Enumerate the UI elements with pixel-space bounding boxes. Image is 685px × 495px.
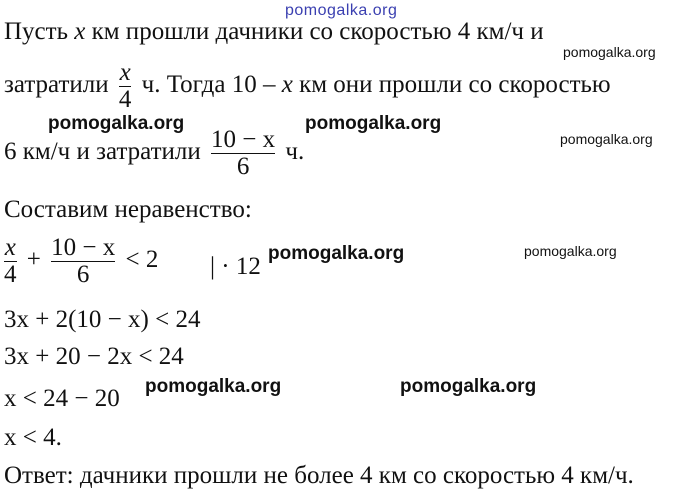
watermark: pomogalka.org — [268, 243, 405, 264]
line-7: 3x + 20 − 2x < 24 — [4, 343, 184, 370]
text: км они прошли со скоростью — [299, 71, 611, 99]
variable-x: x — [281, 71, 293, 99]
watermark: pomogalka.org — [48, 113, 185, 134]
watermark: pomogalka.org — [305, 113, 442, 134]
text: 6 км/ч и затратили — [4, 138, 201, 166]
line-3 — [4, 127, 304, 180]
fraction-x-over-4 — [119, 60, 132, 113]
line-6: 3x + 2(10 − x) < 24 — [4, 306, 201, 333]
fraction-10-minus-x-over-6 — [211, 127, 275, 180]
fraction-x-over-4 — [4, 235, 17, 288]
watermark: pomogalka.org — [400, 376, 537, 397]
line-9: x < 4. — [4, 424, 62, 451]
watermark: pomogalka.org — [524, 243, 617, 259]
watermark: pomogalka.org — [560, 131, 653, 147]
numerator: 10 − x — [51, 234, 116, 261]
numerator: x — [4, 234, 16, 261]
watermark-top[interactable]: pomogalka.org — [285, 2, 398, 19]
line-4: Составим неравенство: — [4, 196, 252, 223]
text: Пусть — [4, 18, 68, 45]
watermark: pomogalka.org — [563, 44, 656, 60]
text: < 2 — [125, 246, 159, 274]
text: км прошли дачники со скоростью 4 км/ч и — [91, 18, 544, 45]
numerator: 10 − x — [211, 126, 276, 153]
variable-x: x — [74, 18, 86, 45]
line-2 — [4, 60, 611, 113]
fraction-10-minus-x-over-6 — [51, 235, 115, 288]
denominator: 6 — [76, 261, 90, 288]
denominator: 4 — [118, 86, 132, 113]
text: ч. Тогда 10 – — [141, 71, 276, 99]
line-8: x < 24 − 20 — [4, 385, 120, 412]
text: ч. — [285, 138, 305, 166]
multiply-marker: | · 12 — [210, 253, 261, 280]
plus-sign: + — [26, 246, 41, 274]
line-10: Ответ: дачники прошли не более 4 км со скоростью 4 км/ч. — [4, 462, 634, 489]
watermark: pomogalka.org — [145, 376, 282, 397]
line-1 — [4, 18, 544, 46]
numerator: x — [119, 59, 131, 86]
denominator: 6 — [236, 153, 250, 180]
line-5 — [4, 235, 158, 288]
denominator: 4 — [4, 261, 17, 288]
text: затратили — [4, 71, 109, 99]
